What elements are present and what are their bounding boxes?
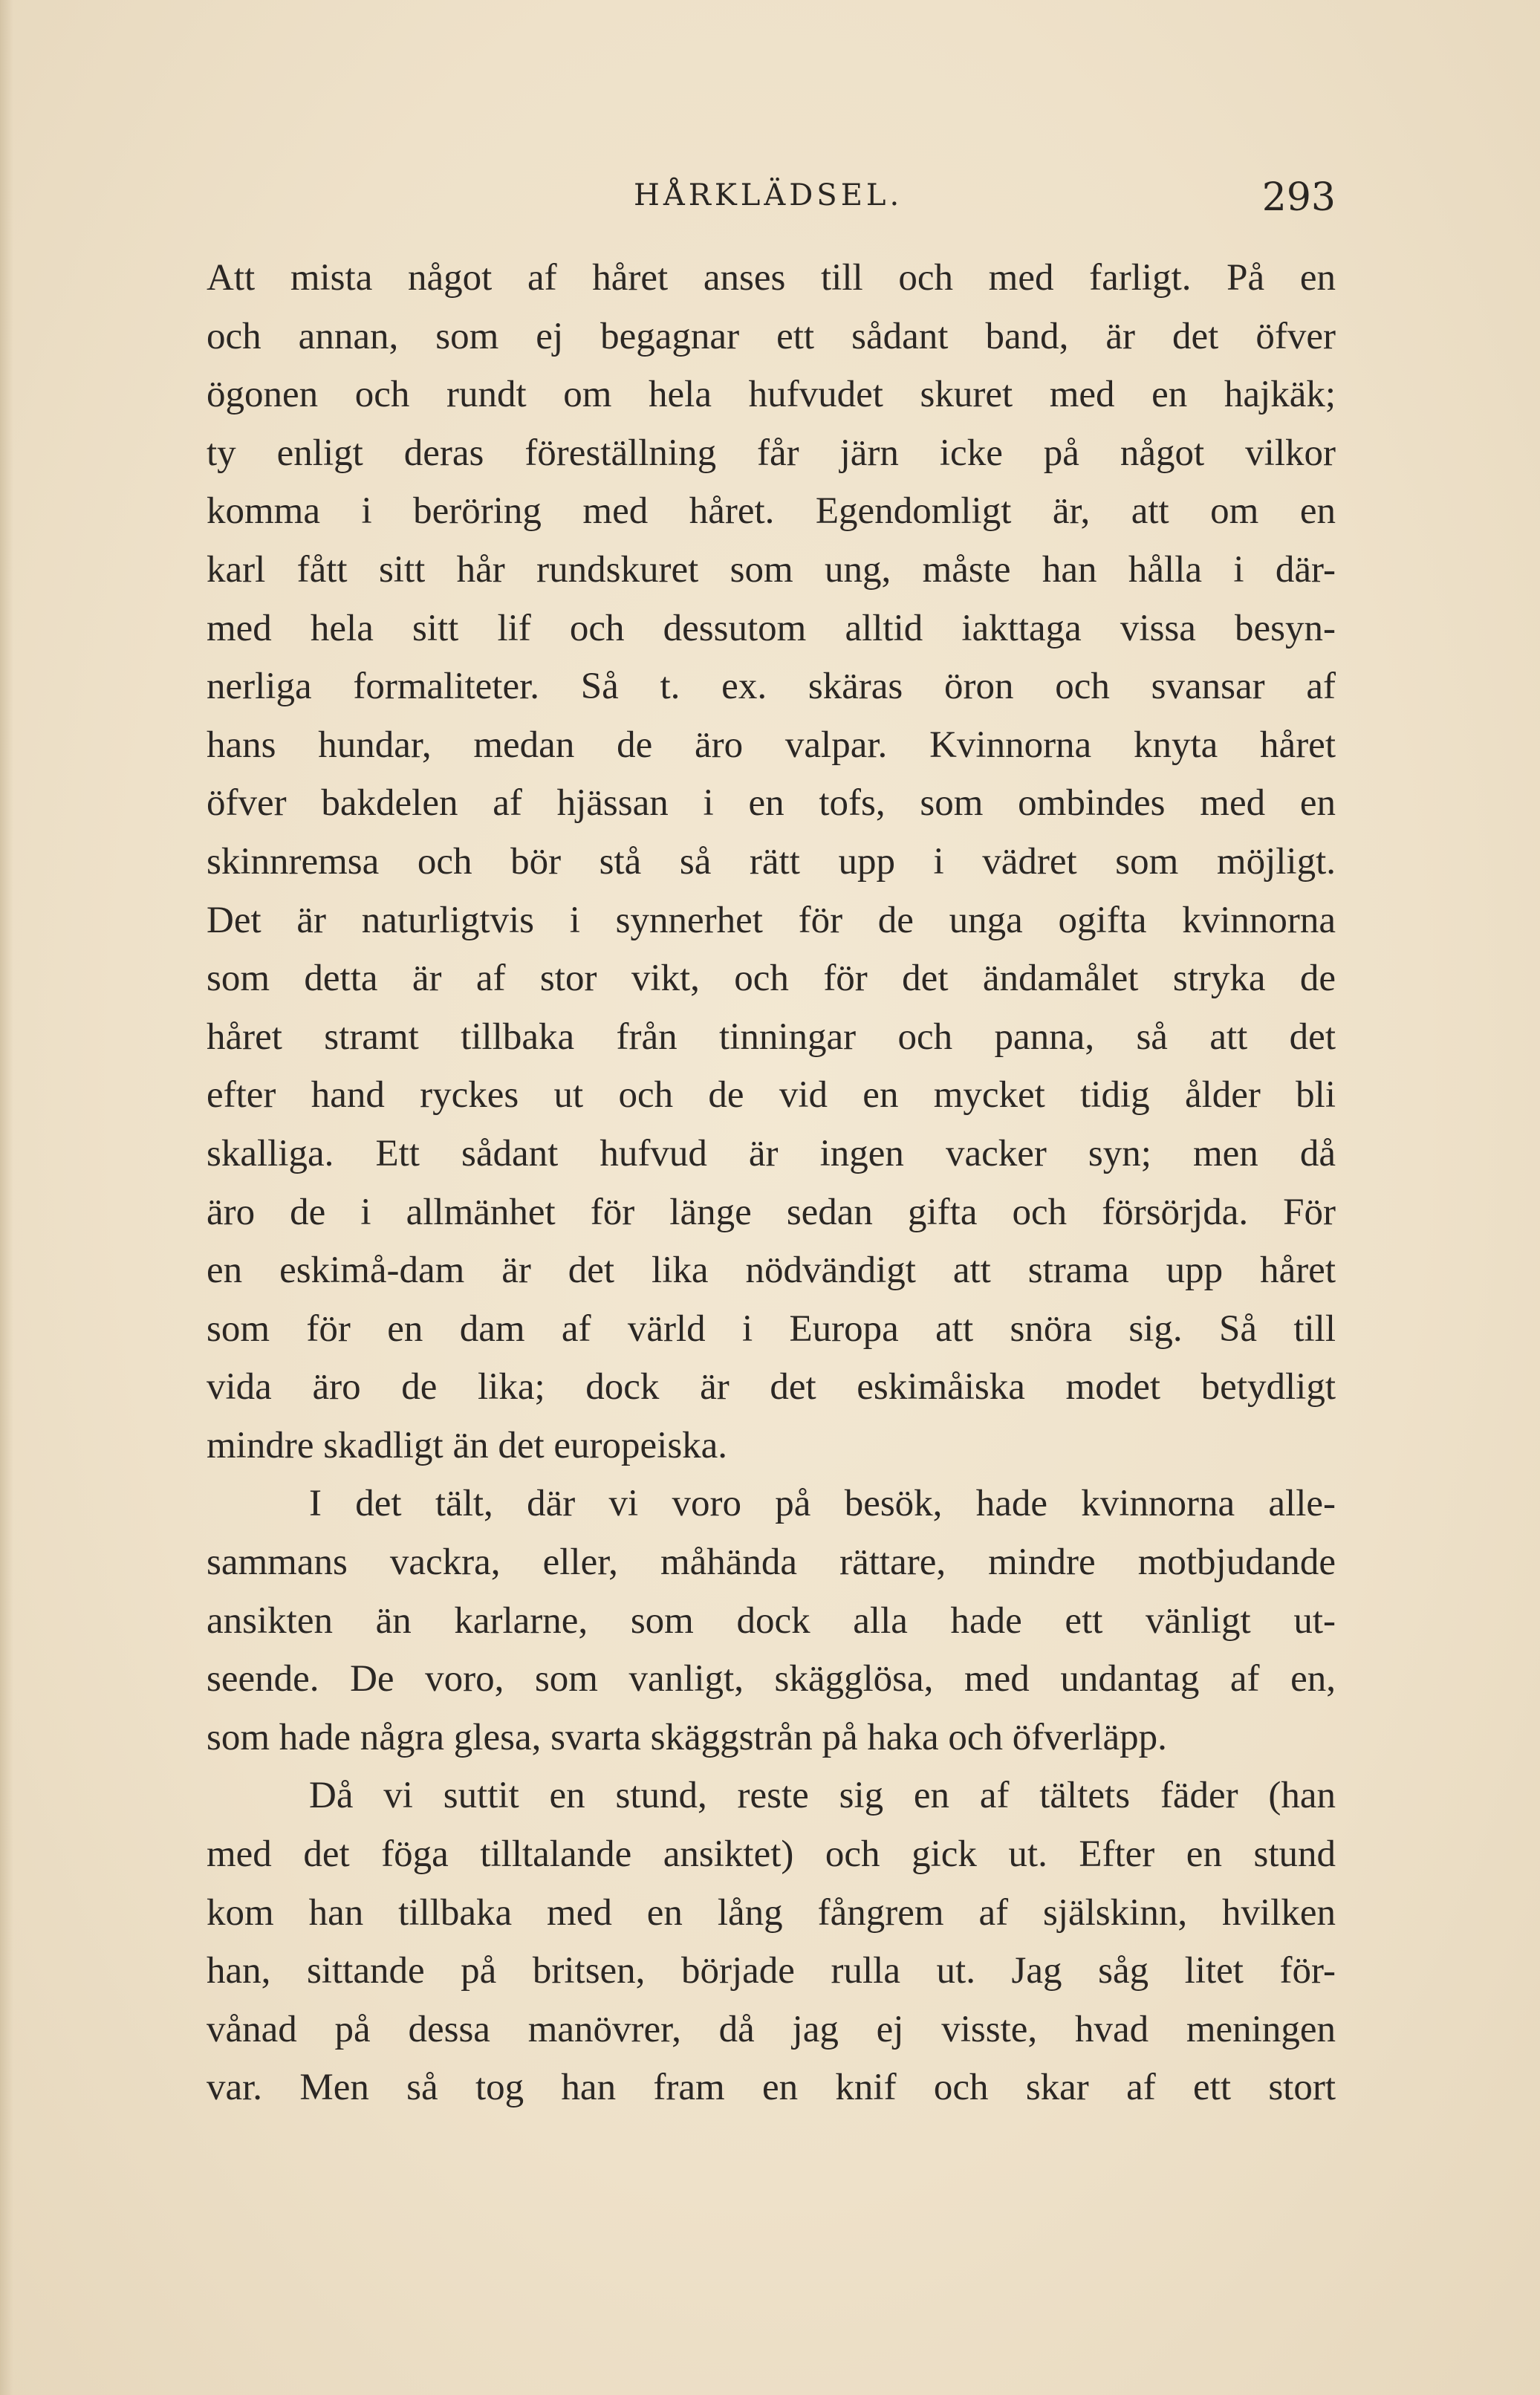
text-line: var. Men så tog han fram en knif och skar af ett stort — [207, 2067, 1336, 2109]
text-line: hans hundar, medan de äro valpar. Kvinnorna knyta håret — [207, 724, 1336, 766]
paragraph-start-line: I det tält, där vi voro på besök, hade kvinnorna alle- — [309, 1483, 1336, 1525]
text-line: karl fått sitt hår rundskuret som ung, måste han hålla i där- — [207, 548, 1336, 591]
text-line: med det föga tilltalande ansiktet) och gick ut. Efter en stund — [207, 1833, 1336, 1876]
paragraph-end-line: mindre skadligt än det europeiska. — [207, 1424, 728, 1466]
page-header — [207, 169, 1336, 229]
text-line: håret stramt tillbaka från tinningar och panna, så att det — [207, 1015, 1336, 1058]
page-number: 293 — [1261, 175, 1336, 220]
text-line: och annan, som ej begagnar ett sådant band, är det öfver — [207, 315, 1336, 357]
running-head: HÅRKLÄDSEL. — [634, 178, 903, 212]
text-line: vånad på dessa manövrer, då jag ej visste, hvad meningen — [207, 2008, 1336, 2050]
text-line: ansikten än karlarne, som dock alla hade ett vänligt ut- — [207, 1599, 1336, 1642]
text-line: ty enligt deras föreställning får järn icke på något vilkor — [207, 432, 1336, 474]
text-line: sammans vackra, eller, måhända rättare, mindre motbjudande — [207, 1541, 1336, 1584]
paragraph-end-line: som hade några glesa, svarta skäggstrån på haka och öfverläpp. — [207, 1716, 1167, 1758]
text-line: efter hand ryckes ut och de vid en mycket tidig ålder bli — [207, 1074, 1336, 1117]
text-line: Att mista något af håret anses till och med farligt. På en — [207, 257, 1336, 299]
text-line: en eskimå-dam är det lika nödvändigt att strama upp håret — [207, 1250, 1336, 1292]
text-line: komma i beröring med håret. Egendomligt är, att om en — [207, 490, 1336, 533]
text-line: vida äro de lika; dock är det eskimåiska modet betydligt — [207, 1366, 1336, 1408]
text-line: han, sittande på britsen, började rulla ut. Jag såg litet för- — [207, 1950, 1336, 1992]
text-line: som detta är af stor vikt, och för det ändamålet stryka de — [207, 958, 1336, 1000]
text-line: öfver bakdelen af hjässan i en tofs, som ombindes med en — [207, 782, 1336, 825]
text-line: skalliga. Ett sådant hufvud är ingen vacker syn; men då — [207, 1132, 1336, 1174]
text-line: Det är naturligtvis i synnerhet för de unga ogifta kvinnorna — [207, 899, 1336, 941]
text-line: ögonen och rundt om hela hufvudet skuret med en hajkäk; — [207, 374, 1336, 416]
page-edge-shadow — [0, 0, 13, 2395]
paragraph-start-line: Då vi suttit en stund, reste sig en af tältets fäder (han — [309, 1775, 1336, 1817]
text-line: som för en dam af värld i Europa att snöra sig. Så till — [207, 1307, 1336, 1350]
text-line: med hela sitt lif och dessutom alltid iakttaga vissa besyn- — [207, 607, 1336, 649]
text-line: äro de i allmänhet för länge sedan gifta och försörjda. För — [207, 1191, 1336, 1233]
text-line: seende. De voro, som vanligt, skägglösa, med undantag af en, — [207, 1658, 1336, 1700]
text-line: kom han tillbaka med en lång fångrem af själskinn, hvilken — [207, 1891, 1336, 1934]
text-line: nerliga formaliteter. Så t. ex. skäras öron och svansar af — [207, 666, 1336, 708]
body-text — [207, 249, 1336, 2117]
text-line: skinnremsa och bör stå så rätt upp i vädret som möjligt. — [207, 840, 1336, 883]
